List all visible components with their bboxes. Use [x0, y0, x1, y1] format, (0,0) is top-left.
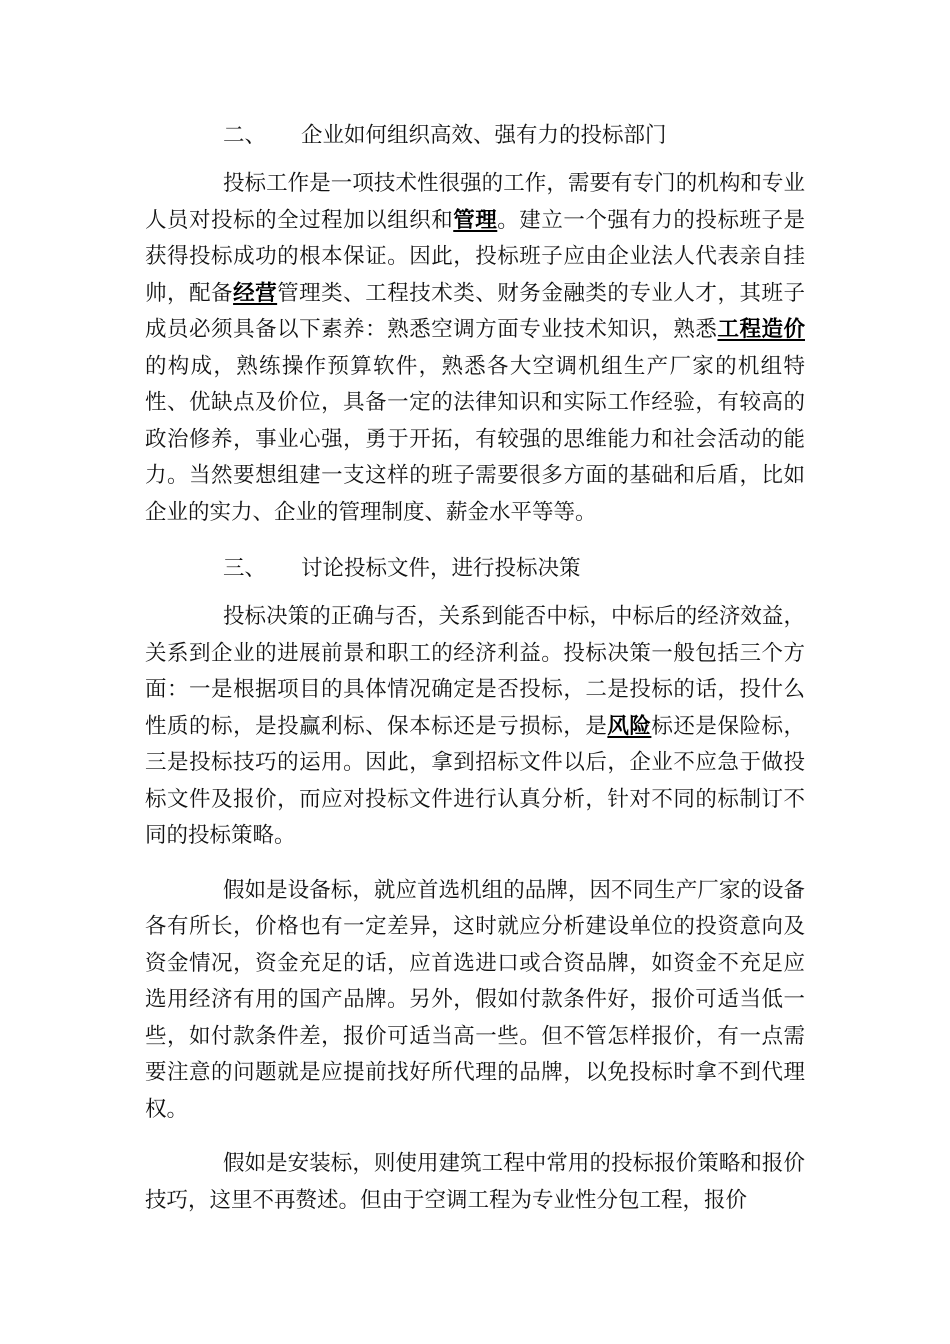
paragraph-bid-team	[145, 166, 805, 531]
paragraph-text: 投标决策的正确与否，关系到能否中标，中标后的经济效益，关系到企业的进展前景和职工的经济利益。投标决策一般包括三个方面：一是根据项目的具体情况确定是否投标，二是投标的话，投什么性质的标，是投赢利标、保本标还是亏损标，是	[145, 604, 805, 739]
section-number: 二、	[223, 123, 267, 148]
paragraph-text: 标还是保险标，三是投标技巧的运用。因此，拿到招标文件以后，企业不应急于做投标文件及报价，而应对投标文件进行认真分析，针对不同的标制订不同的投标策略。	[145, 713, 805, 848]
paragraph-equipment-bid: 假如是设备标，就应首选机组的品牌，因不同生产厂家的设备各有所长，价格也有一定差异，这时就应分析建设单位的投资意向及资金情况，资金充足的话，应首选进口或合资品牌，如资金不充足应选用经济有用的国产品牌。另外，假如付款条件好，报价可适当低一些，如付款条件差，报价可适当高一些。但不管怎样报价，有一点需要注意的问题就是应提前找好所代理的品牌，以免投标时拿不到代理权。	[145, 877, 805, 1122]
link-risk[interactable]: 风险	[607, 713, 652, 739]
section-title: 企业如何组织高效、强有力的投标部门	[301, 123, 667, 148]
section-heading-2	[145, 118, 805, 154]
section-title: 讨论投标文件，进行投标决策	[301, 556, 581, 581]
section-number: 三、	[223, 556, 267, 581]
paragraph-text: 的构成，熟练操作预算软件，熟悉各大空调机组生产厂家的机组特性、优缺点及价位，具备一定的法律知识和实际工作经验，有较高的政治修养，事业心强，勇于开拓，有较强的思维能力和社会活动的能力。当然要想组建一支这样的班子需要很多方面的基础和后盾，比如企业的实力、企业的管理制度、薪金水平等等。	[145, 353, 805, 525]
link-management[interactable]: 管理	[453, 207, 498, 233]
paragraph-installation-bid: 假如是安装标，则使用建筑工程中常用的投标报价策略和报价技巧，这里不再赘述。但由于空调工程为专业性分包工程，报价	[145, 1151, 805, 1213]
paragraph-text: 投标工作是一项技术性很强的工作，需要有专门的机构和专业人员对投标的全过程加以组织和	[145, 171, 805, 233]
document-page	[145, 118, 805, 1237]
section-heading-3	[145, 551, 805, 587]
paragraph-bid-decision	[145, 599, 805, 855]
paragraph-text: 管理类、工程技术类、财务金融类的专业人才，其班子成员必须具备以下素养：熟悉空调方面专业技术知识，熟悉	[145, 280, 805, 342]
link-operations[interactable]: 经营	[233, 280, 278, 306]
paragraph-text: 。建立一个强有力的投标班子是获得投标成功的根本保证。因此，投标班子应由企业法人代表亲自挂帅，配备	[145, 207, 805, 306]
link-engineering-cost[interactable]: 工程造价	[717, 317, 805, 342]
